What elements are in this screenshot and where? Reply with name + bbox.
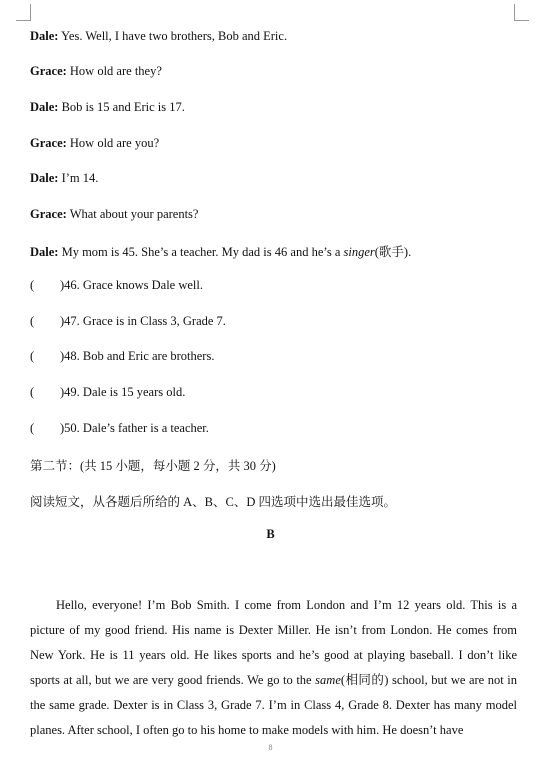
gloss-text: (相同的)	[340, 673, 389, 687]
passage-text-start: Hello, everyone! I’m Bob Smith. I come from London and I’m 12 years old. This is a picture of my good friend. His name is Dexter Miller. He isn’t from London. He comes from New York. He is 11 years old. He likes sports and he’s good at playing baseball. I don’t like sports at all, but we are very good friends. We go to the	[30, 598, 517, 687]
speaker-name: Dale:	[30, 171, 59, 185]
dialogue-text: My mom is 45. She’s a teacher. My dad is 46 and he’s a	[61, 245, 341, 259]
crop-mark-top-left	[16, 4, 31, 21]
crop-mark-top-right	[514, 4, 529, 21]
dialogue-line	[30, 207, 198, 222]
speaker-name: Grace:	[30, 207, 67, 221]
question-text: )48. Bob and Eric are brothers.	[60, 349, 215, 363]
question-item	[30, 349, 214, 364]
speaker-name: Dale:	[30, 245, 59, 259]
question-text: )47. Grace is in Class 3, Grade 7.	[60, 314, 226, 328]
section-title: 第二节：(共 15 小题，每小题 2 分，共 30 分)	[30, 459, 276, 473]
question-item	[30, 314, 226, 329]
dialogue-line	[30, 64, 162, 79]
question-item	[30, 421, 209, 436]
answer-blank: (	[30, 421, 35, 435]
italic-word: singer	[343, 245, 375, 259]
speaker-name: Grace:	[30, 64, 67, 78]
question-item	[30, 278, 203, 293]
answer-blank: (	[30, 314, 35, 328]
speaker-name: Dale:	[30, 29, 59, 43]
page-number: 8	[268, 743, 273, 752]
passage-text-end: school, but we are not in the same grade. Dexter is in Class 3, Grade 7. I’m in Class 4, Grade 8. Dexter has many model planes. After school, I often go to his home to make models with him. He doesn’t have	[30, 673, 518, 737]
dialogue-text: Bob is 15 and Eric is 17.	[61, 100, 185, 114]
question-text: )49. Dale is 15 years old.	[60, 385, 186, 399]
dialogue-line	[30, 29, 287, 44]
dialogue-line	[30, 100, 185, 115]
answer-blank: (	[30, 349, 35, 363]
question-text: )50. Dale’s father is a teacher.	[60, 421, 209, 435]
answer-blank: (	[30, 385, 35, 399]
part-label: B	[266, 527, 275, 541]
dialogue-text: How old are they?	[69, 64, 162, 78]
dialogue-text: I’m 14.	[61, 171, 99, 185]
gloss-text: (歌手).	[374, 245, 412, 259]
italic-word: same	[315, 673, 341, 687]
question-item	[30, 385, 185, 400]
dialogue-line	[30, 242, 411, 260]
reading-passage	[30, 593, 517, 743]
dialogue-line	[30, 171, 98, 186]
speaker-name: Dale:	[30, 100, 59, 114]
answer-blank: (	[30, 278, 35, 292]
instruction-text: 阅读短文，从各题后所给的 A、B、C、D 四选项中选出最佳选项。	[30, 495, 396, 509]
dialogue-text: What about your parents?	[69, 207, 199, 221]
dialogue-text: Yes. Well, I have two brothers, Bob and Eric.	[61, 29, 288, 43]
dialogue-text: How old are you?	[69, 136, 160, 150]
speaker-name: Grace:	[30, 136, 67, 150]
dialogue-line	[30, 136, 159, 151]
question-text: )46. Grace knows Dale well.	[60, 278, 204, 292]
